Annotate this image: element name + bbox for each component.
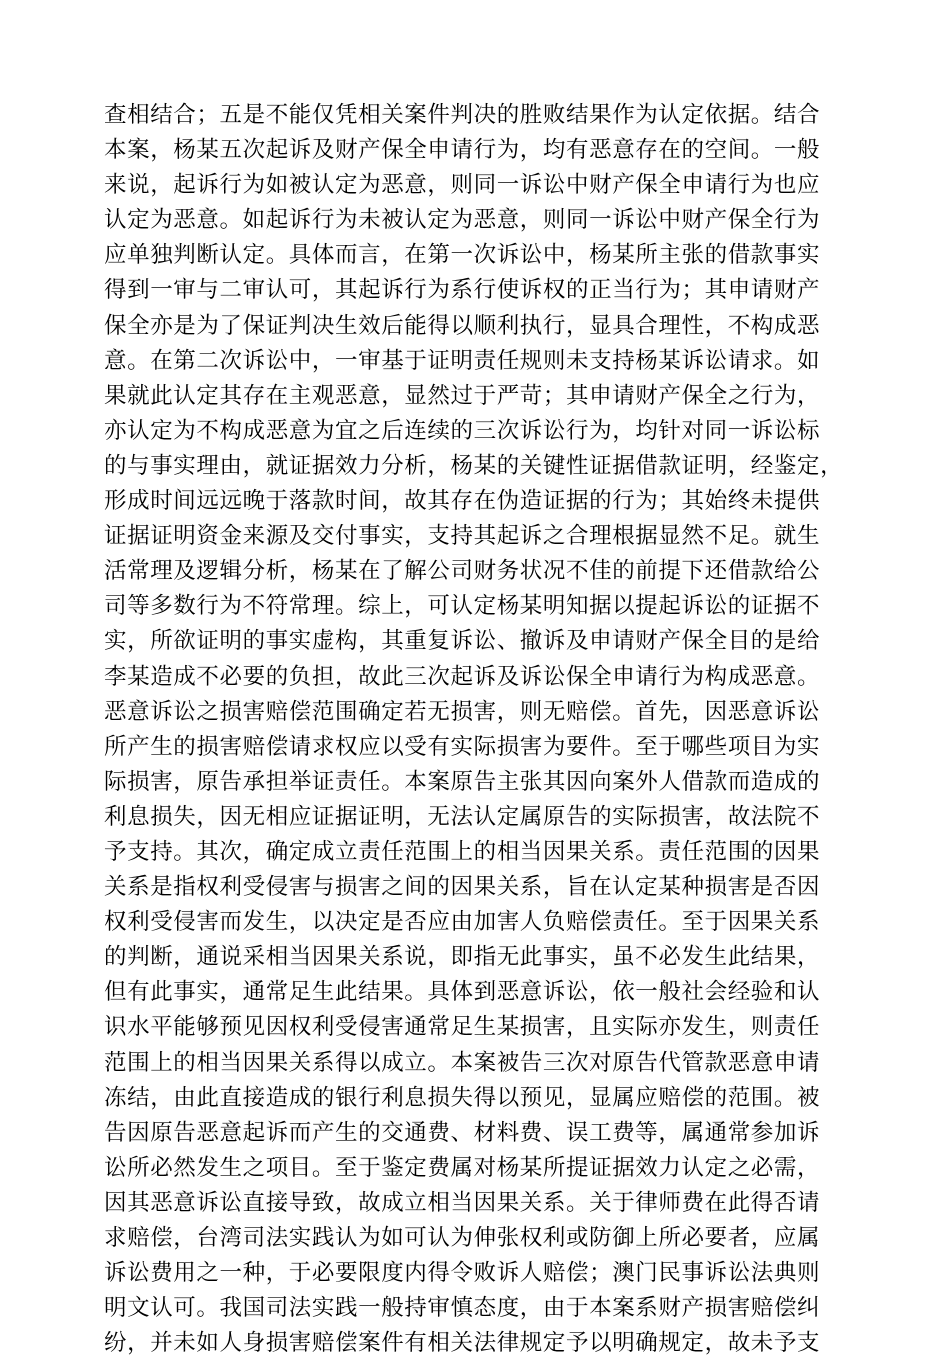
text-line: 告因原告恶意起诉而产生的交通费、材料费、误工费等，属通常参加诉 (104, 1119, 821, 1146)
text-line: 形成时间远远晚于落款时间，故其存在伪造证据的行为；其始终未提供 (104, 488, 821, 515)
text-line: 关系是指权利受侵害与损害之间的因果关系，旨在认定某种损害是否因 (104, 874, 821, 901)
text-line: 本案，杨某五次起诉及财产保全申请行为，均有恶意存在的空间。一般 (104, 137, 821, 164)
text-line: 所产生的损害赔偿请求权应以受有实际损害为要件。至于哪些项目为实 (104, 733, 821, 760)
text-line: 果就此认定其存在主观恶意，显然过于严苛；其申请财产保全之行为， (104, 382, 821, 409)
text-line: 意。在第二次诉讼中，一审基于证明责任规则未支持杨某诉讼请求。如 (104, 347, 821, 374)
text-line: 的判断，通说采相当因果关系说，即指无此事实，虽不必发生此结果， (104, 944, 821, 971)
text-line: 的与事实理由，就证据效力分析，杨某的关键性证据借款证明，经鉴定， (104, 452, 844, 479)
text-line: 查相结合；五是不能仅凭相关案件判决的胜败结果作为认定依据。结合 (104, 102, 821, 128)
text-line: 权利受侵害而发生，以决定是否应由加害人负赔偿责任。至于因果关系 (104, 909, 821, 936)
text-line: 李某造成不必要的负担，故此三次起诉及诉讼保全申请行为构成恶意。 (104, 663, 821, 690)
text-line: 认定为恶意。如起诉行为未被认定为恶意，则同一诉讼中财产保全行为 (104, 207, 821, 234)
text-line: 证据证明资金来源及交付事实，支持其起诉之合理根据显然不足。就生 (104, 523, 821, 550)
text-line: 纷，并未如人身损害赔偿案件有相关法律规定予以明确规定，故未予支 (104, 1330, 821, 1357)
text-line: 求赔偿，台湾司法实践认为如可认为伸张权利或防御上所必要者，应属 (104, 1225, 821, 1251)
text-line: 亦认定为不构成恶意为宜之后连续的三次诉讼行为，均针对同一诉讼标 (104, 417, 821, 444)
text-line: 冻结，由此直接造成的银行利息损失得以预见，显属应赔偿的范围。被 (104, 1084, 821, 1111)
text-line: 但有此事实，通常足生此结果。具体到恶意诉讼，依一般社会经验和认 (104, 979, 821, 1006)
text-line: 利息损失，因无相应证据证明，无法认定属原告的实际损害，故法院不 (104, 803, 821, 830)
text-line: 实，所欲证明的事实虚构，其重复诉讼、撤诉及申请财产保全目的是给 (104, 628, 821, 655)
text-line: 应单独判断认定。具体而言，在第一次诉讼中，杨某所主张的借款事实 (104, 242, 821, 269)
text-line: 诉讼费用之一种，于必要限度内得令败诉人赔偿；澳门民事诉讼法典则 (104, 1260, 821, 1287)
document-body (104, 98, 848, 1361)
text-line: 予支持。其次，确定成立责任范围上的相当因果关系。责任范围的因果 (104, 838, 821, 865)
text-line: 保全亦是为了保证判决生效后能得以顺利执行，显具合理性，不构成恶 (104, 312, 821, 339)
text-line: 讼所必然发生之项目。至于鉴定费属对杨某所提证据效力认定之必需， (104, 1154, 821, 1181)
text-line: 来说，起诉行为如被认定为恶意，则同一诉讼中财产保全申请行为也应 (104, 172, 821, 199)
text-line: 恶意诉讼之损害赔偿范围确定若无损害，则无赔偿。首先，因恶意诉讼 (104, 698, 821, 725)
text-line: 活常理及逻辑分析，杨某在了解公司财务状况不佳的前提下还借款给公 (104, 558, 821, 585)
text-line: 司等多数行为不符常理。综上，可认定杨某明知据以提起诉讼的证据不 (104, 593, 821, 620)
text-line: 识水平能够预见因权利受侵害通常足生某损害，且实际亦发生，则责任 (104, 1014, 821, 1041)
text-line: 得到一审与二审认可，其起诉行为系行使诉权的正当行为；其申请财产 (104, 277, 821, 304)
text-line: 因其恶意诉讼直接导致，故成立相当因果关系。关于律师费在此得否请 (104, 1189, 821, 1216)
text-line: 明文认可。我国司法实践一般持审慎态度，由于本案系财产损害赔偿纠 (104, 1295, 821, 1322)
text-line: 际损害，原告承担举证责任。本案原告主张其因向案外人借款而造成的 (104, 768, 821, 795)
text-line: 范围上的相当因果关系得以成立。本案被告三次对原告代管款恶意申请 (104, 1049, 821, 1076)
